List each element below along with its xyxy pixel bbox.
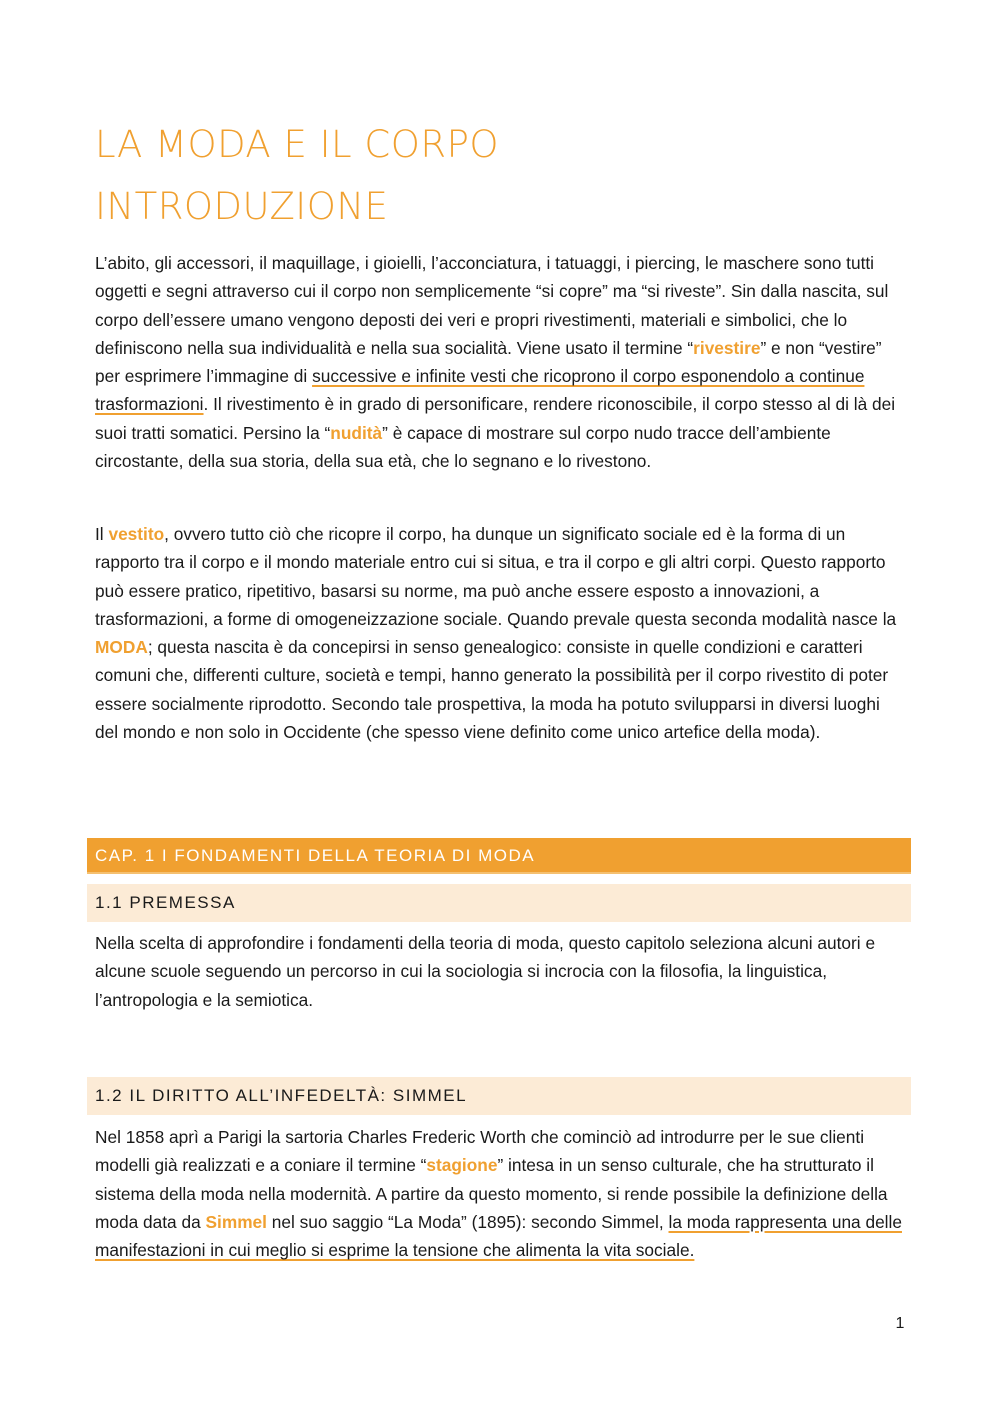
page-number: 1 (895, 1315, 905, 1332)
underlined-phrase: successive e infinite vesti che ricoprono il corpo esponendolo a continue trasformazioni (95, 366, 865, 415)
highlight-term-moda: MODA (95, 637, 148, 658)
text-run: ” e non “vestire” per esprimere l’immagine di (95, 337, 882, 387)
intro-paragraph-1 (95, 249, 907, 475)
section-1-paragraph: Nella scelta di approfondire i fondamenti della teoria di moda, questo capitolo seleziona alcuni autori e alcune scuole seguendo un percorso in cui la sociologia si incrocia con la filosofia, la linguistica, l’antropologia e la semiotica. (95, 933, 876, 1010)
section-heading-simmel: 1.2 IL DIRITTO ALL’INFEDELTÀ: SIMMEL (87, 1077, 911, 1115)
text-run: ; questa nascita è da concepirsi in senso genealogico: consiste in quelle condizioni e caratteri comuni che, differenti culture, società e tempi, hanno generato la possibilità per il corpo rivestito di poter essere socialmente riprodotto. Secondo tale prospettiva, la moda ha potuto svilupparsi in diversi luoghi del mondo e non solo in Occidente (che spesso viene definito come unico artefice della moda). (95, 637, 889, 743)
intro-paragraph-2 (95, 520, 907, 746)
text-run: nel suo saggio “La Moda” (1895): secondo Simmel, (266, 1211, 669, 1232)
highlight-term-simmel: Simmel (205, 1211, 267, 1232)
intro-heading: INTRODUZIONE (95, 185, 389, 228)
document-title: LA MODA E IL CORPO (95, 123, 500, 166)
highlight-term-vestito: vestito (108, 524, 165, 544)
section-heading-premessa: 1.1 PREMESSA (87, 884, 911, 922)
text-run: ” è capace di mostrare sul corpo nudo tracce dell’ambiente circostante, della sua storia, della sua età, che lo segnano e lo rivestono. (95, 422, 831, 472)
highlight-term-nudita: nudità (330, 422, 383, 443)
text-run: ” intesa in un senso culturale, che ha strutturato il sistema della moda nella modernità. A partire da questo momento, si rende possibile la definizione della moda data da (95, 1155, 888, 1232)
text-run: . Il rivestimento è in grado di personificare, rendere riconoscibile, il corpo stesso al di là dei suoi tratti somatici. Persino la “ (95, 394, 896, 443)
highlight-term-stagione: stagione (426, 1155, 498, 1176)
text-run: L’abito, gli accessori, il maquillage, i gioielli, l’acconciatura, i tatuaggi, i piercing, le maschere sono tutti oggetti e segni attraverso cui il corpo non semplicemente “si copre” ma “si riveste”. Sin dalla nascita, sul corpo dell’essere umano vengono deposti dei veri e propri rivestimenti, materiali e simbolici, che lo definiscono nella sua individualità e nella sua socialità. Viene usato il termine “ (95, 253, 889, 358)
text-run: Nel 1858 aprì a Parigi la sartoria Charles Frederic Worth che cominciò ad introdurre per le sue clienti modelli già realizzati e a coniare il termine “ (95, 1127, 865, 1176)
chapter-heading: CAP. 1 I FONDAMENTI DELLA TEORIA DI MODA (87, 838, 911, 874)
section-2-paragraph (95, 1123, 907, 1264)
highlight-term-rivestire: rivestire (693, 337, 761, 358)
underlined-phrase: la moda rappresenta una delle manifestazioni in cui meglio si esprime la tensione che alimenta la vita sociale. (95, 1211, 902, 1261)
text-run: Il (95, 524, 109, 544)
text-run: , ovvero tutto ciò che ricopre il corpo, ha dunque un significato sociale ed è la forma di un rapporto tra il corpo e il mondo materiale entro cui si situa, e tra il corpo e gli altri corpi. Questo rapporto può essere pratico, ripetitivo, basarsi su norme, ma può anche essere esposto a innovazioni, a trasformazioni, a forme di omogeneizzazione sociale. Quando prevale questa seconda modalità nasce la (95, 524, 897, 629)
